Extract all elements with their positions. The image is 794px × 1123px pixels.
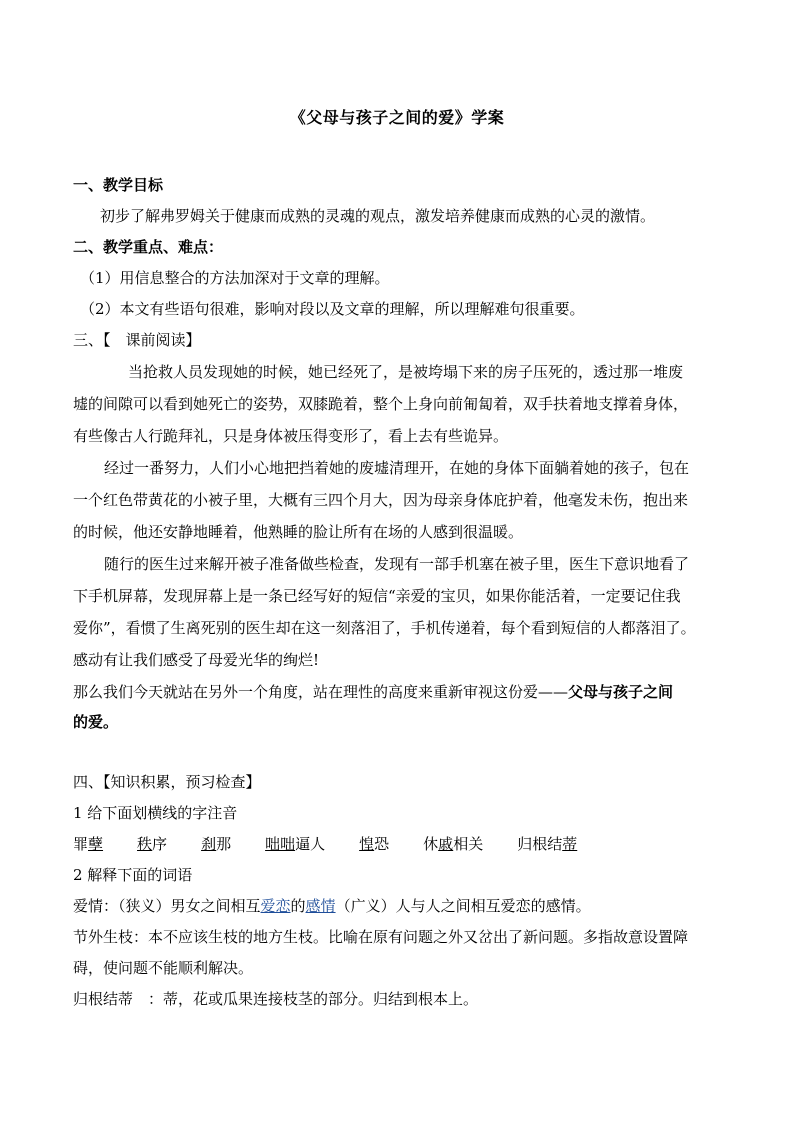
pinyin-term: [359, 834, 389, 854]
pinyin-term: [423, 834, 483, 854]
document-title: 《父母与孩子之间的爱》学案: [289, 108, 505, 127]
pinyin-term-suffix: 恐: [374, 835, 390, 853]
link-ganqing[interactable]: 感情: [305, 897, 336, 915]
pinyin-term: [73, 834, 103, 854]
pinyin-term-underlined: 蒂: [562, 835, 578, 853]
definition-guigenjiedi: 归根结蒂 ：蒂，花或瓜果连接枝茎的部分。归结到根本上。: [73, 990, 479, 1008]
reading-paragraph-5-emphasis: 父母与孩子之间: [568, 683, 674, 701]
definition-jiewaishengzhi-line-1: 节外生枝：本不应该生枝的地方生枝。比喻在原有问题之外又岔出了新问题。多指故意设置障: [73, 928, 689, 946]
reading-paragraph-1-line-1: 当抢救人员发现她的时候，她已经死了，是被垮塌下来的房子压死的，透过那一堆废: [128, 363, 684, 381]
definition-love-text-a: 爱情：（狭义）男女之间相互: [73, 897, 261, 915]
reading-paragraph-3-line-1: 随行的医生过来解开被子准备做些检查，发现有一部手机塞在被子里，医生下意识地看了: [104, 555, 690, 573]
definition-love-text-c: （广义）人与人之间相互爱恋的感情。: [335, 897, 591, 915]
section-3-heading: 三、【 课前阅读】: [73, 331, 201, 349]
reading-paragraph-2-line-3: 的时候，他还安静地睡着，他熟睡的脸让所有在场的人感到很温暖。: [73, 523, 524, 541]
pinyin-term-prefix: 罪: [73, 835, 89, 853]
pinyin-term: [201, 834, 231, 854]
reading-paragraph-5-line-1: [73, 682, 723, 702]
pinyin-term-prefix: 归根结: [517, 835, 563, 853]
section-2-item-2: （2）本文有些语句很难，影响对段以及文章的理解，所以理解难句很重要。: [80, 300, 585, 318]
reading-paragraph-5-line-2: 的爱。: [73, 713, 119, 731]
pinyin-term-underlined: 咄咄: [265, 835, 296, 853]
question-2: 2 解释下面的词语: [73, 866, 193, 884]
reading-paragraph-1-line-3: 有些像古人行跪拜礼，只是身体被压得变形了，看上去有些诡异。: [73, 427, 509, 445]
link-aili[interactable]: 爱恋: [260, 897, 291, 915]
pinyin-term-underlined: 秩: [137, 835, 153, 853]
reading-paragraph-4: 感动有让我们感受了母爱光华的绚烂!: [73, 651, 320, 669]
pinyin-term-suffix: 序: [152, 835, 168, 853]
question-1: 1 给下面划横线的字注音: [73, 804, 238, 822]
pinyin-term-suffix: 相关: [453, 835, 484, 853]
section-1-heading: 一、教学目标: [73, 176, 164, 194]
pinyin-term-prefix: 休: [423, 835, 439, 853]
pinyin-terms-row: [73, 834, 723, 854]
section-4-heading: 四、【知识积累，预习检查】: [73, 773, 261, 791]
pinyin-term: [517, 834, 577, 854]
definition-love: [73, 896, 723, 916]
reading-paragraph-2-line-2: 一个红色带黄花的小被子里，大概有三四个月大，因为母亲身体庇护着，他毫发未伤，抱出来: [73, 491, 689, 509]
pinyin-term-underlined: 刹: [201, 835, 217, 853]
definition-love-text-b: 的: [290, 897, 306, 915]
reading-paragraph-5-text: 那么我们今天就站在另外一个角度，站在理性的高度来重新审视这份爱——: [73, 683, 569, 701]
pinyin-term: [137, 834, 167, 854]
pinyin-term-underlined: 惶: [359, 835, 375, 853]
pinyin-term: [265, 834, 325, 854]
reading-paragraph-2-line-1: 经过一番努力，人们小心地把挡着她的废墟清理开，在她的身体下面躺着她的孩子，包在: [104, 459, 690, 477]
section-2-item-1: （1）用信息整合的方法加深对于文章的理解。: [80, 269, 390, 287]
reading-paragraph-1-line-2: 墟的间隙可以看到她死亡的姿势，双膝跪着，整个上身向前匍匐着，双手扶着地支撑着身体，: [73, 395, 689, 413]
pinyin-term-underlined: 孽: [88, 835, 104, 853]
pinyin-term-suffix: 逼人: [295, 835, 326, 853]
pinyin-term-underlined: 戚: [438, 835, 454, 853]
section-2-heading: 二、教学重点、难点：: [73, 238, 224, 256]
section-1-text: 初步了解弗罗姆关于健康而成熟的灵魂的观点，激发培养健康而成熟的心灵的激情。: [100, 207, 656, 225]
reading-paragraph-3-line-2: 下手机屏幕，发现屏幕上是一条已经写好的短信“亲爱的宝贝，如果你能活着，一定要记住我: [73, 587, 681, 605]
reading-paragraph-3-line-3: 爱你”，看惯了生离死别的医生却在这一刻落泪了，手机传递着，每个看到短信的人都落泪了。: [73, 619, 696, 637]
pinyin-term-suffix: 那: [216, 835, 232, 853]
definition-jiewaishengzhi-line-2: 碍，使问题不能顺利解决。: [73, 959, 254, 977]
